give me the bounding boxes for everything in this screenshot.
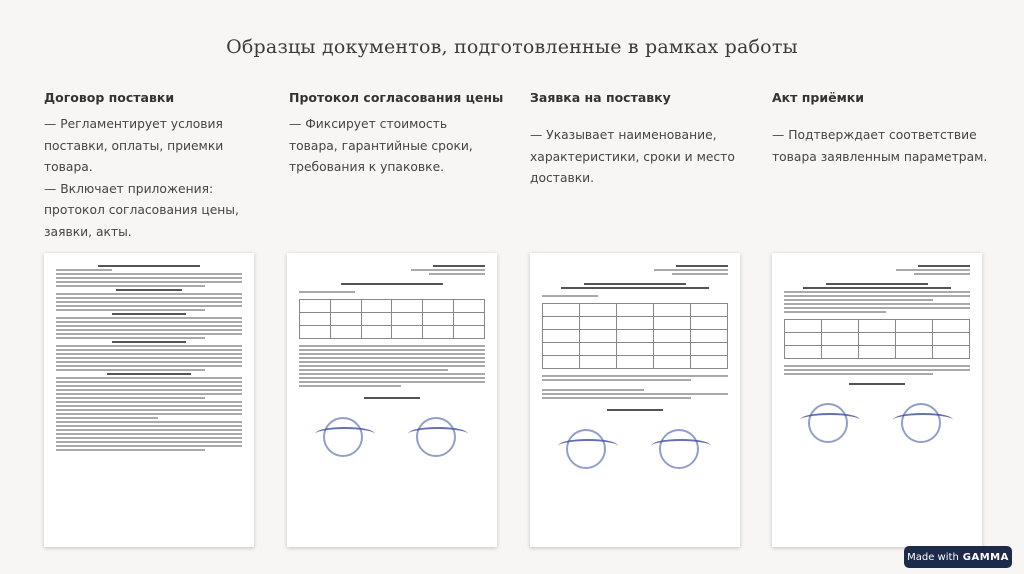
column-heading: Протокол согласования цены: [289, 90, 504, 105]
column-text-line: заявки, акты.: [44, 224, 132, 239]
badge-made-with: Made with: [907, 551, 959, 563]
document-thumbnail-acceptance-act[interactable]: [772, 253, 982, 547]
document-thumbnail-contract[interactable]: [44, 253, 254, 547]
column-text-line: — Фиксирует стоимость: [289, 117, 448, 131]
page-title: Образцы документов, подготовленные в рамках работы: [226, 36, 798, 58]
column-text-line: — Включает приложения:: [44, 181, 214, 196]
made-with-gamma-badge[interactable]: [904, 546, 1012, 568]
column-text-line: — Регламентирует условия: [44, 117, 223, 131]
column-text-line: — Подтверждает соответствие: [772, 128, 977, 142]
column-acceptance-act: [772, 90, 1002, 168]
badge-brand: GAMMA: [962, 551, 1009, 563]
column-supply-contract: [44, 90, 264, 243]
column-text-line: требования к упаковке.: [289, 160, 445, 174]
document-thumbnail-supply-request[interactable]: [530, 253, 740, 547]
column-text-line: характеристики, сроки и место: [530, 149, 735, 164]
document-thumbnail-price-protocol[interactable]: [287, 253, 497, 547]
column-text-line: товара заявленным параметрам.: [772, 149, 988, 164]
column-heading: Заявка на поставку: [530, 90, 671, 105]
column-supply-request: [530, 90, 760, 190]
column-heading: Акт приёмки: [772, 90, 865, 105]
column-text-line: поставки, оплаты, приемки: [44, 138, 224, 153]
column-text-line: — Указывает наименование,: [530, 128, 717, 142]
column-text-line: доставки.: [530, 171, 595, 185]
column-heading: Договор поставки: [44, 90, 175, 105]
column-text-line: протокол согласования цены,: [44, 203, 239, 217]
column-text-line: товара, гарантийные сроки,: [289, 138, 473, 153]
column-text-line: товара.: [44, 160, 93, 174]
column-price-protocol: [289, 90, 514, 179]
